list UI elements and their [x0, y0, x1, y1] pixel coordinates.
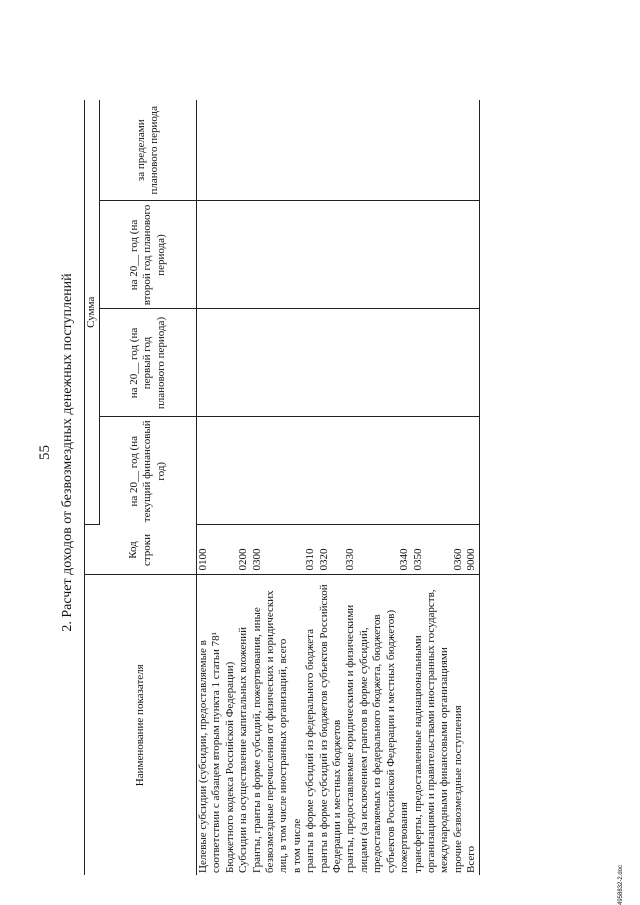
row-name: гранты в форме субсидий из федерального бюджета	[304, 628, 317, 873]
row-value-cell	[318, 201, 345, 309]
row-value-cell	[304, 201, 317, 309]
section-title: 2. Расчет доходов от безвозмездных денежных поступлений	[60, 273, 75, 632]
row-value-cell	[412, 417, 452, 525]
row-code: 0200	[237, 525, 250, 575]
row-value-cell	[304, 309, 317, 417]
table-row	[452, 100, 465, 875]
row-value-cell	[251, 417, 291, 525]
row-code: 0360	[452, 525, 465, 575]
row-value-cell	[465, 201, 479, 309]
row-name: Субсидии на осуществление капитальных вложений	[237, 627, 250, 873]
row-code: 0100	[197, 525, 238, 575]
row-value-cell	[465, 417, 479, 525]
row-value-cell	[197, 309, 238, 417]
row-value-cell	[465, 309, 479, 417]
row-name: гранты, предоставляемые юридическими и физическими лицами (за исключением грантов в форме субсидий, предоставляемых из федерального бюджета, бюджетов субъектов Российской Федерации и местных бюджетов)	[344, 604, 397, 873]
table-row	[237, 100, 250, 875]
header-current-year: на 20__ год (на текущий финансовый год)	[100, 417, 197, 525]
row-code	[291, 525, 304, 575]
row-value-cell	[412, 100, 452, 201]
row-code: 0300	[251, 525, 291, 575]
header-first-plan-year: на 20__ год (на первый год планового периода)	[100, 309, 197, 417]
row-value-cell	[251, 201, 291, 309]
row-value-cell	[412, 309, 452, 417]
row-value-cell	[304, 417, 317, 525]
table-row	[318, 100, 345, 875]
row-value-cell	[452, 201, 465, 309]
row-value-cell	[452, 100, 465, 201]
row-code: 0350	[412, 525, 452, 575]
header-code: Код строки	[85, 525, 197, 575]
row-value-cell	[318, 309, 345, 417]
row-value-cell	[291, 309, 304, 417]
table-row	[398, 100, 411, 875]
row-value-cell	[452, 309, 465, 417]
row-code: 0340	[398, 525, 411, 575]
row-value-cell	[398, 417, 411, 525]
row-value-cell	[237, 100, 250, 201]
row-value-cell	[291, 100, 304, 201]
row-value-cell	[398, 309, 411, 417]
table-row	[412, 100, 452, 875]
row-value-cell	[291, 201, 304, 309]
row-value-cell	[197, 100, 238, 201]
row-value-cell	[318, 417, 345, 525]
row-value-cell	[344, 417, 398, 525]
header-beyond-plan: за пределами планового периода	[100, 100, 197, 201]
row-value-cell	[344, 201, 398, 309]
row-code: 0330	[344, 525, 398, 575]
row-code: 9000	[465, 525, 479, 575]
row-value-cell	[344, 309, 398, 417]
row-name: прочие безвозмездные поступления	[451, 705, 464, 873]
row-code: 0310	[304, 525, 317, 575]
row-value-cell	[465, 100, 479, 201]
row-name: Целевые субсидии (субсидии, предоставляемые в соответствии с абзацем вторым пункта 1 статьи 78¹ Бюджетного кодекса Российской Федерации)	[197, 632, 236, 873]
row-code: 0320	[318, 525, 345, 575]
row-value-cell	[398, 100, 411, 201]
row-name: гранты в форме субсидий из бюджетов субъектов Российской Федерации и местных бюджетов	[317, 584, 344, 873]
row-name: Гранты, гранты в форме субсидий, пожертвования, иные безвозмездные перечисления от физических и юридических лиц, в том числе иностранных организаций, всего	[250, 590, 290, 873]
table-row	[304, 100, 317, 875]
row-name: Всего	[465, 575, 479, 875]
row-value-cell	[412, 201, 452, 309]
row-name: в том числе	[290, 818, 303, 873]
row-value-cell	[251, 309, 291, 417]
row-value-cell	[304, 100, 317, 201]
row-value-cell	[237, 201, 250, 309]
document-id: 4958832-2.doc	[618, 864, 624, 905]
row-value-cell	[344, 100, 398, 201]
row-value-cell	[197, 417, 238, 525]
row-value-cell	[251, 100, 291, 201]
row-value-cell	[197, 201, 238, 309]
header-name: Наименование показателя	[85, 575, 197, 875]
row-value-cell	[318, 100, 345, 201]
row-name: трансферты, предоставленные наднациональными организациями и правительствами иностранных государств, международными финансовыми организациями	[411, 589, 451, 873]
table-row	[197, 100, 238, 875]
header-second-plan-year: на 20__ год (на второй год планового периода)	[100, 201, 197, 309]
row-value-cell	[452, 417, 465, 525]
row-value-cell	[291, 417, 304, 525]
table-row	[465, 100, 479, 875]
header-sum: Сумма	[85, 100, 100, 525]
table-row	[291, 100, 304, 875]
row-value-cell	[237, 417, 250, 525]
page-number: 55	[37, 445, 53, 460]
table-row	[344, 100, 398, 875]
table-row	[251, 100, 291, 875]
row-value-cell	[237, 309, 250, 417]
income-calculation-table	[84, 100, 480, 875]
row-name: пожертвования	[398, 802, 411, 873]
row-value-cell	[398, 201, 411, 309]
